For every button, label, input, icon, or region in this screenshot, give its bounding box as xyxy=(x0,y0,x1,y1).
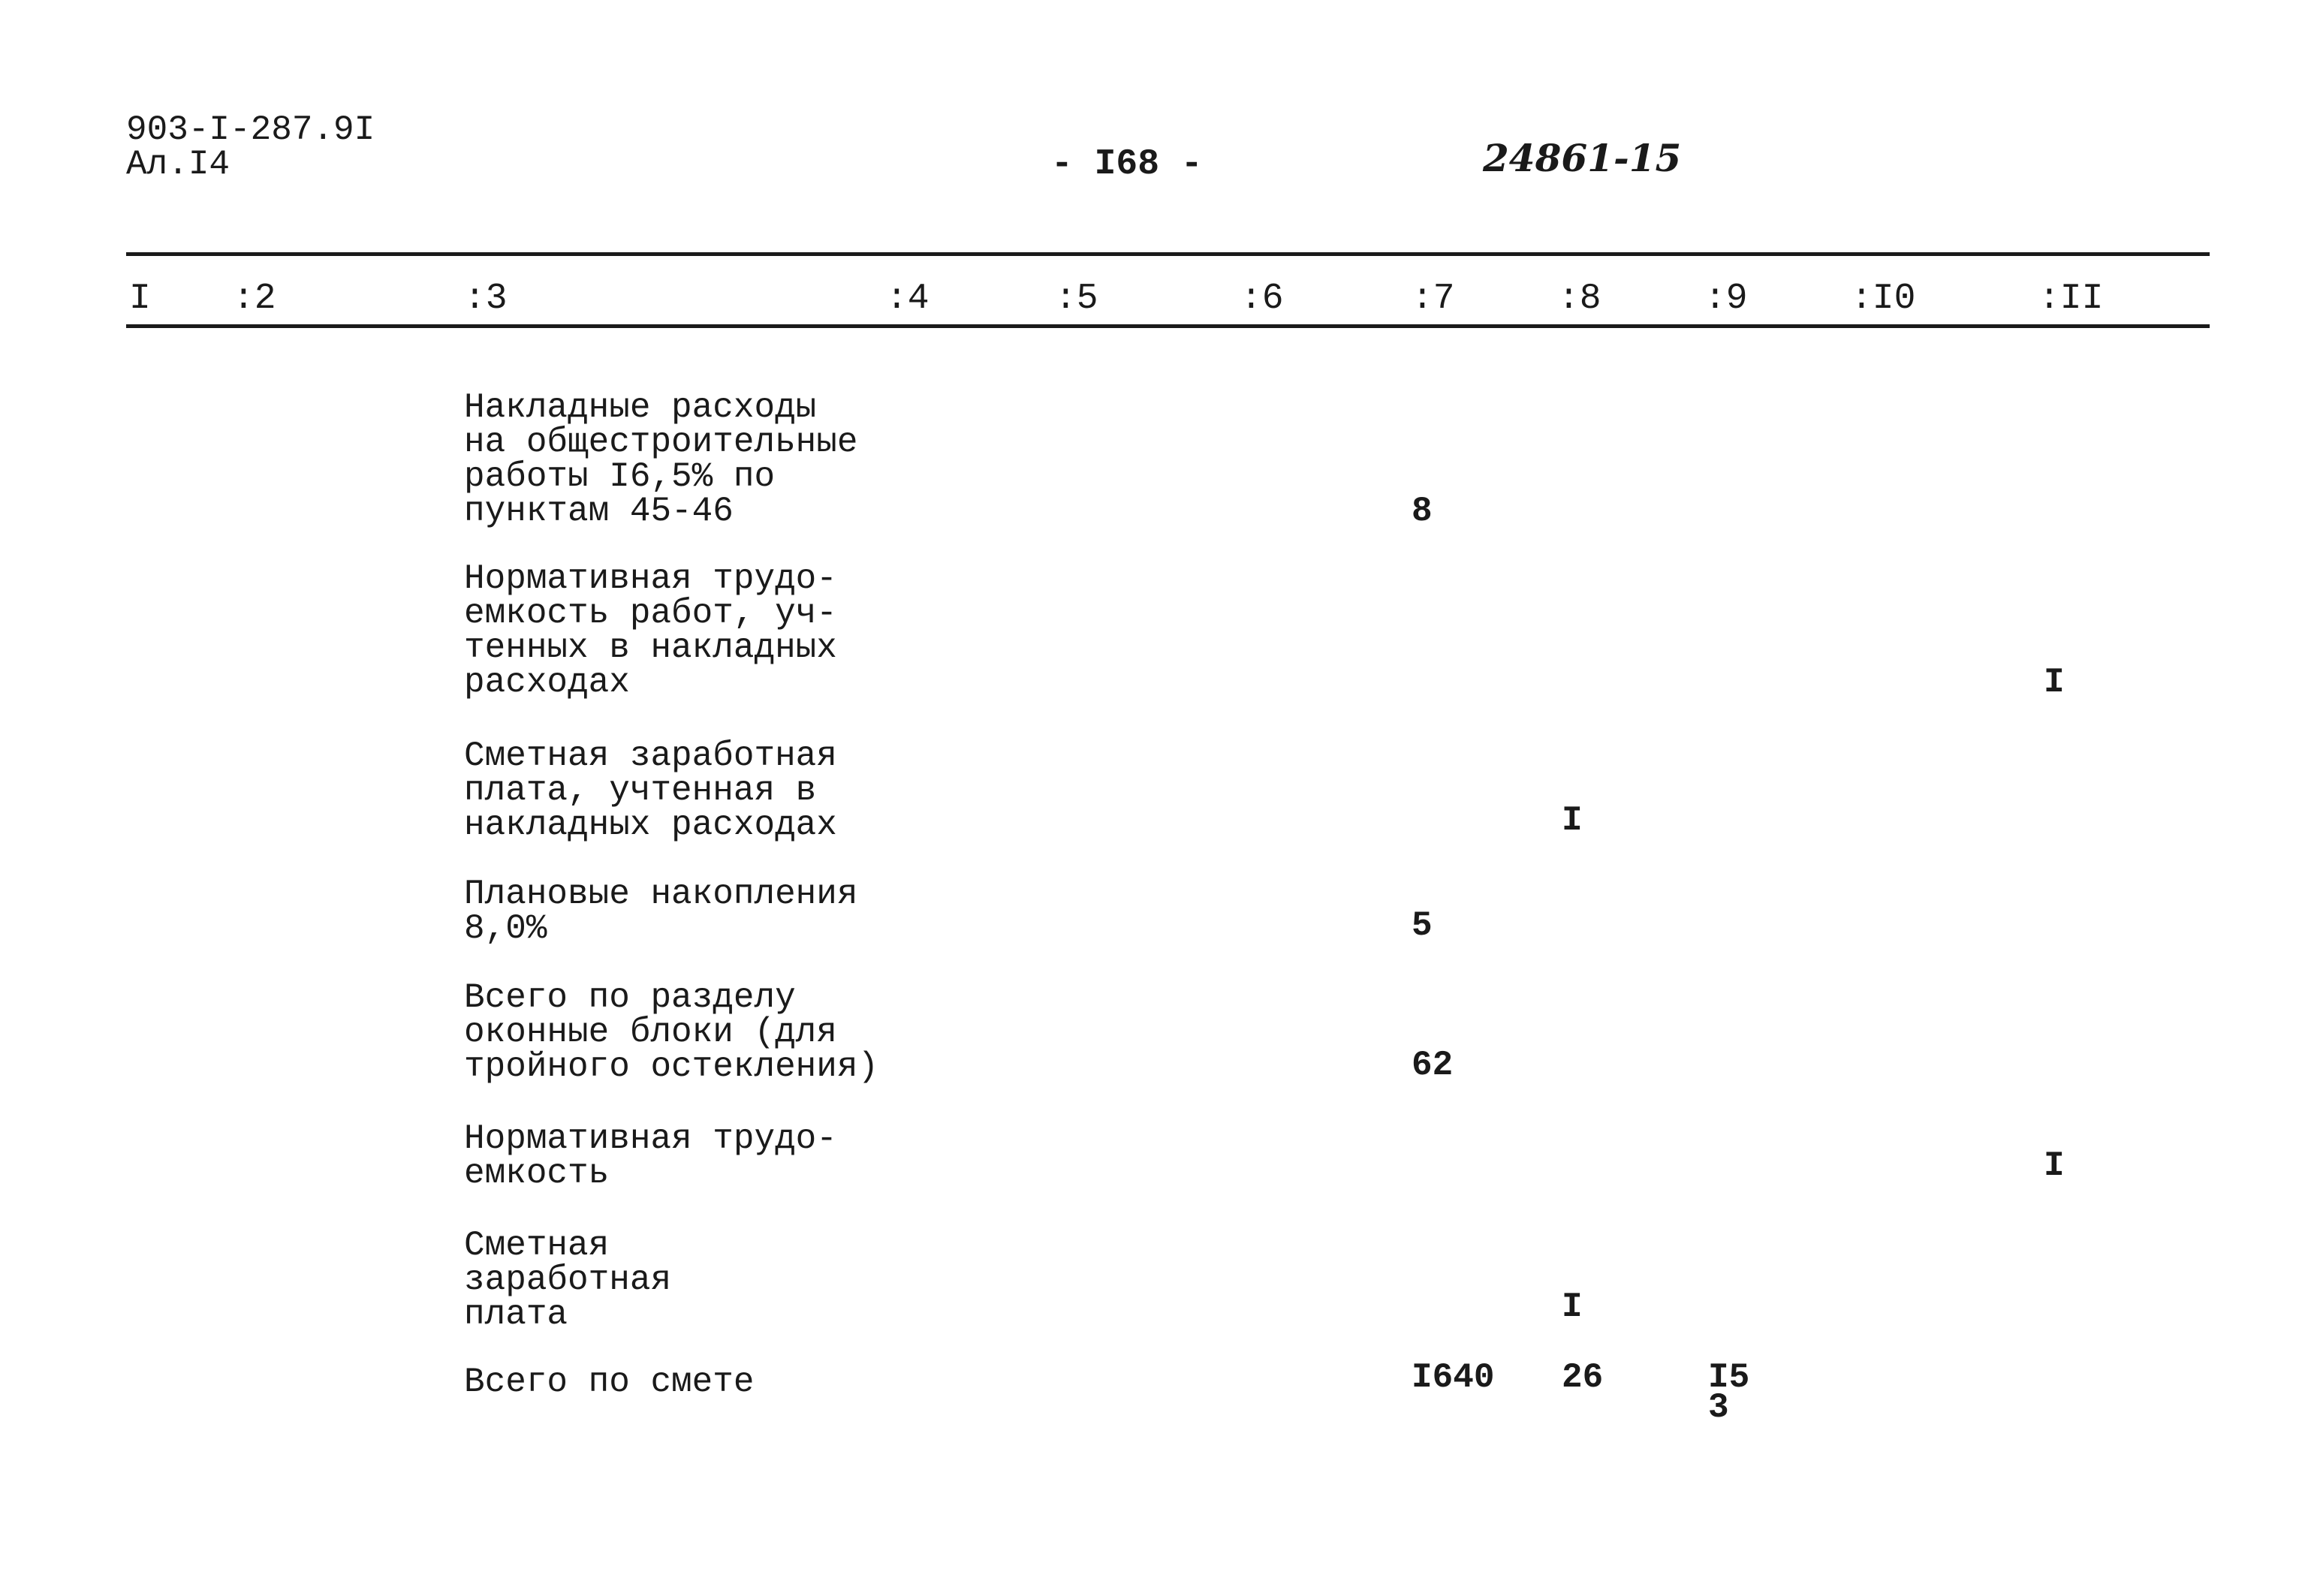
column-header-9: :9 xyxy=(1704,279,1748,319)
row-label-line: 8,0% xyxy=(464,909,547,948)
page-number: - I68 - xyxy=(1051,144,1203,185)
row-value-col8: 26 xyxy=(1562,1358,1604,1397)
row-label-line: плата xyxy=(464,1295,568,1334)
row-value-col11: I xyxy=(2044,663,2065,702)
row-label-line: накладных расходах xyxy=(464,806,837,845)
row-label-line: Всего по смете xyxy=(464,1363,755,1402)
row-value-col7: 5 xyxy=(1412,906,1433,945)
column-header-10: :I0 xyxy=(1851,279,1916,319)
handwritten-stamp-number: 24861-15 xyxy=(1483,136,1682,180)
row-label-line: тенных в накладных xyxy=(464,628,837,667)
row-label-line: оконные блоки (для xyxy=(464,1013,837,1052)
column-header-3: :3 xyxy=(464,279,508,319)
row-label-line: Накладные расходы xyxy=(464,388,817,427)
row-label-line: заработная xyxy=(464,1260,672,1299)
row-label-line: Сметная заработная xyxy=(464,736,837,775)
row-label-line: Всего по разделу xyxy=(464,978,796,1017)
column-header-2: :2 xyxy=(233,279,276,319)
row-label-line: пунктам 45-46 xyxy=(464,492,734,531)
row-value-col8: I xyxy=(1562,1287,1583,1326)
column-header-4: :4 xyxy=(886,279,930,319)
row-value-col7: I640 xyxy=(1412,1358,1495,1397)
row-label-line: емкость xyxy=(464,1154,610,1193)
row-value-col8: I xyxy=(1562,801,1583,840)
row-value-col7: 8 xyxy=(1412,492,1433,531)
row-label-line: расходах xyxy=(464,663,630,702)
column-header-8: :8 xyxy=(1558,279,1601,319)
row-label-line: Нормативная трудо- xyxy=(464,559,837,598)
row-label-line: Нормативная трудо- xyxy=(464,1119,837,1158)
row-label-line: Плановые накопления xyxy=(464,875,858,914)
column-header-11: :II xyxy=(2038,279,2104,319)
sheet-number: Ал.I4 xyxy=(126,145,230,184)
row-label-line: тройного остекления) xyxy=(464,1047,879,1086)
document-code: 903-I-287.9I xyxy=(126,110,375,149)
row-value-col7: 62 xyxy=(1412,1046,1454,1085)
row-label-line: плата, учтенная в xyxy=(464,771,817,810)
row-label-line: Сметная xyxy=(464,1226,610,1265)
row-value-col9-second-line: 3 xyxy=(1708,1388,1729,1427)
column-header-1: I xyxy=(129,279,151,319)
column-header-5: :5 xyxy=(1055,279,1098,319)
row-value-col11: I xyxy=(2044,1146,2065,1185)
row-label-line: работы I6,5% по xyxy=(464,457,776,496)
column-header-6: :6 xyxy=(1240,279,1284,319)
table-header-top-rule xyxy=(126,252,2210,256)
row-value-col9: I5 xyxy=(1708,1358,1750,1397)
column-header-7: :7 xyxy=(1412,279,1455,319)
table-header-bottom-rule xyxy=(126,324,2210,328)
row-label-line: емкость работ, уч- xyxy=(464,594,837,633)
row-label-line: на общестроительные xyxy=(464,423,858,462)
